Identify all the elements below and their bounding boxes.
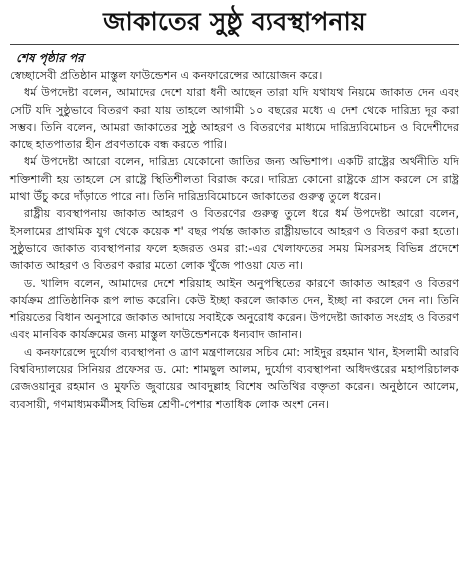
paragraph-6: এ কনফারেন্সে দুর্যোগ ব্যবস্থাপনা ও ত্রাণ মন্ত্রণালয়ের সচিব মো: সাইদুর রহমান খান, ইসলামী আরবি বিশ্ববিদ্যালয়ের সিনিয়র প্রফেসর ড. মো: শামছুল আলম, দুর্যোগ ব্যবস্থাপনা অধিদপ্তরের মহাপরিচালক রেজওয়ানুর রহমান ও মুফতি জুবায়ের আবদুল্লাহ বিশেষ অতিথির বক্তৃতা করেন। অনুষ্ঠানে আলেম, ব্যবসায়ী, গণমাধ্যমকর্মীসহ বিভিন্ন শ্রেণী-পেশার শতাধিক লোক অংশ নেন। bbox=[10, 345, 459, 411]
headline-divider bbox=[10, 44, 459, 45]
continuation-label: শেষ পৃষ্ঠার পর bbox=[16, 51, 84, 65]
paragraph-2: ধর্ম উপদেষ্টা বলেন, আমাদের দেশে যারা ধনী আছেন তারা যদি যথাযথ নিয়মে জাকাত দেন এবং সেটি যদি সুষ্ঠুভাবে বিতরণ করা যায় তাহলে আগামী ১০ বছরের মধ্যে এ দেশ থেকে দারিদ্র্য দূর করা সম্ভব। তিনি বলেন, আমরা জাকাতের সুষ্ঠু আহরণ ও বিতরণের মাধ্যমে দারিদ্র্যবিমোচন ও বিদেশীদের কাছে হাতপাতার হীন প্রবণতাকে বন্ধ করতে পারি। bbox=[10, 86, 459, 152]
paragraph-4: রাষ্ট্রীয় ব্যবস্থাপনায় জাকাত আহরণ ও বিতরণের গুরুত্ব তুলে ধরে ধর্ম উপদেষ্টা আরো বলেন, ইসলামের প্রাথমিক যুগ থেকে কয়েক শ' বছর পর্যন্ত জাকাত রাষ্ট্রীয়ভাবে আহরণ ও বিতরণ করা হতো। সুষ্ঠুভাবে জাকাত ব্যবস্থাপনার ফলে হজরত ওমর রা:-এর খেলাফতের সময় মিসরসহ বিভিন্ন প্রদেশে জাকাত আহরণ ও বিতরণ করার মতো লোক খুঁজে পাওয়া যেত না। bbox=[10, 207, 459, 273]
headline: জাকাতের সুষ্ঠু ব্যবস্থাপনায় bbox=[103, 7, 366, 36]
paragraph-3: ধর্ম উপদেষ্টা আরো বলেন, দারিদ্র্য যেকোনো জাতির জন্য অভিশাপ। একটি রাষ্ট্রের অর্থনীতি যদি শক্তিশালী হয় তাহলে সে রাষ্ট্রে স্থিতিশীলতা বিরাজ করে। দারিদ্র্য কোনো রাষ্ট্রকে গ্রাস করলে সে রাষ্ট্র মাথা উঁচু করে দাঁড়াতে পারে না। তিনি দারিদ্র্যবিমোচনে জাকাতের গুরুত্ব তুলে ধরেন। bbox=[10, 155, 459, 204]
paragraph-1: স্বেচ্ছাসেবী প্রতিষ্ঠান মাস্তুল ফাউন্ডেশন এ কনফারেন্সের আয়োজন করে। bbox=[10, 69, 323, 82]
paragraph-5: ড. খালিদ বলেন, আমাদের দেশে শরিয়াহ আইন অনুপস্থিতের কারণে জাকাত আহরণ ও বিতরণ কার্যক্রম প্রাতিষ্ঠানিক রূপ লাভ করেনি। কেউ ইচ্ছা করলে জাকাত দেন, ইচ্ছা না করলে দেন না। তিনি শরিয়তের বিধান অনুসারে জাকাত আদায়ে সবাইকে অনুরোধ করেন। উপদেষ্টা জাকাত সংগ্রহ ও বিতরণ এবং মানবিক কার্যক্রমের জন্য মাস্তুল ফাউন্ডেশনকে ধন্যবাদ জানান। bbox=[10, 276, 460, 342]
article-body bbox=[10, 67, 459, 413]
